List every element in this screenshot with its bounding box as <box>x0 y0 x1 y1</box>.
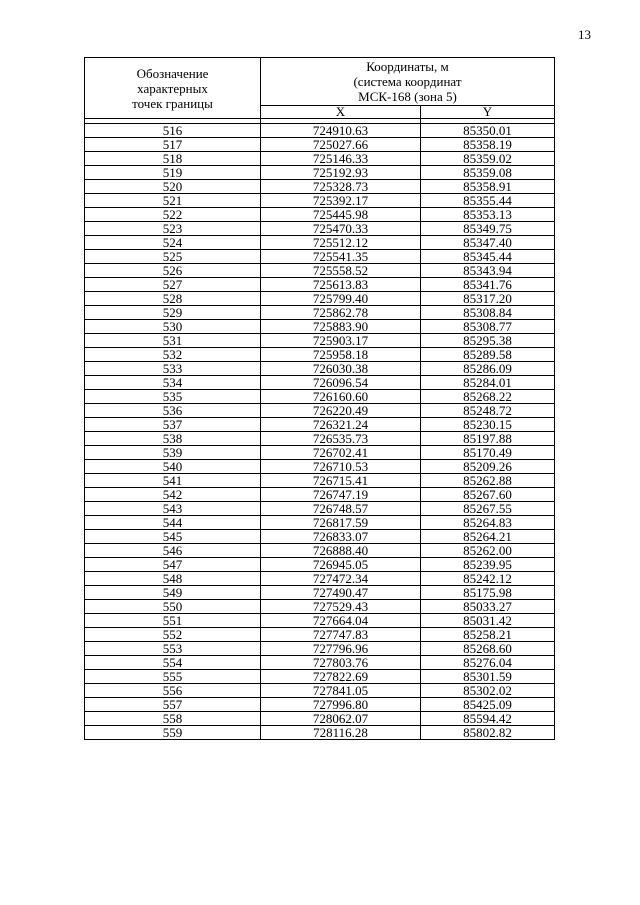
x-coordinate-cell: 725799.40 <box>261 292 421 306</box>
table-row <box>85 194 555 208</box>
header-point-line: точек границы <box>132 95 213 111</box>
table-row <box>85 712 555 726</box>
point-id-cell: 542 <box>85 488 261 502</box>
point-id-cell: 541 <box>85 474 261 488</box>
point-id-cell: 555 <box>85 670 261 684</box>
y-coordinate-cell: 85197.88 <box>421 432 555 446</box>
x-coordinate-cell: 725883.90 <box>261 320 421 334</box>
y-coordinate-cell: 85349.75 <box>421 222 555 236</box>
table-row <box>85 208 555 222</box>
table-row <box>85 292 555 306</box>
x-coordinate-cell: 726096.54 <box>261 376 421 390</box>
y-coordinate-cell: 85343.94 <box>421 264 555 278</box>
table-row <box>85 502 555 516</box>
y-coordinate-cell: 85358.19 <box>421 138 555 152</box>
x-coordinate-cell: 726220.49 <box>261 404 421 418</box>
table-row <box>85 124 555 138</box>
table-row <box>85 180 555 194</box>
point-id-cell: 543 <box>85 502 261 516</box>
point-id-cell: 534 <box>85 376 261 390</box>
x-coordinate-cell: 727490.47 <box>261 586 421 600</box>
x-coordinate-cell: 726888.40 <box>261 544 421 558</box>
y-coordinate-cell: 85302.02 <box>421 684 555 698</box>
y-coordinate-cell: 85170.49 <box>421 446 555 460</box>
y-coordinate-cell: 85284.01 <box>421 376 555 390</box>
point-id-cell: 554 <box>85 656 261 670</box>
y-coordinate-cell: 85289.58 <box>421 348 555 362</box>
x-coordinate-cell: 727822.69 <box>261 670 421 684</box>
x-coordinate-cell: 724910.63 <box>261 124 421 138</box>
table-row <box>85 642 555 656</box>
table-row <box>85 544 555 558</box>
header-x: X <box>261 106 421 119</box>
x-coordinate-cell: 727472.34 <box>261 572 421 586</box>
x-coordinate-cell: 725958.18 <box>261 348 421 362</box>
table-row <box>85 460 555 474</box>
x-coordinate-cell: 726715.41 <box>261 474 421 488</box>
table-row <box>85 446 555 460</box>
point-id-cell: 538 <box>85 432 261 446</box>
y-coordinate-cell: 85295.38 <box>421 334 555 348</box>
point-id-cell: 533 <box>85 362 261 376</box>
y-coordinate-cell: 85802.82 <box>421 726 555 740</box>
header-coordinates <box>261 58 555 106</box>
x-coordinate-cell: 728116.28 <box>261 726 421 740</box>
point-id-cell: 556 <box>85 684 261 698</box>
header-coords-line: (система координат <box>353 74 462 89</box>
point-id-cell: 548 <box>85 572 261 586</box>
x-coordinate-cell: 725445.98 <box>261 208 421 222</box>
y-coordinate-cell: 85347.40 <box>421 236 555 250</box>
x-coordinate-cell: 726833.07 <box>261 530 421 544</box>
point-id-cell: 547 <box>85 558 261 572</box>
y-coordinate-cell: 85594.42 <box>421 712 555 726</box>
page-number: 13 <box>578 27 591 42</box>
point-id-cell: 530 <box>85 320 261 334</box>
table-row <box>85 236 555 250</box>
point-id-cell: 525 <box>85 250 261 264</box>
y-coordinate-cell: 85308.77 <box>421 320 555 334</box>
y-coordinate-cell: 85359.02 <box>421 152 555 166</box>
table-row <box>85 390 555 404</box>
point-id-cell: 553 <box>85 642 261 656</box>
x-coordinate-cell: 725541.35 <box>261 250 421 264</box>
point-id-cell: 517 <box>85 138 261 152</box>
table-row <box>85 250 555 264</box>
y-coordinate-cell: 85317.20 <box>421 292 555 306</box>
table-row <box>85 152 555 166</box>
y-coordinate-cell: 85425.09 <box>421 698 555 712</box>
point-id-cell: 526 <box>85 264 261 278</box>
table-row <box>85 516 555 530</box>
point-id-cell: 518 <box>85 152 261 166</box>
y-coordinate-cell: 85033.27 <box>421 600 555 614</box>
y-coordinate-cell: 85267.55 <box>421 502 555 516</box>
point-id-cell: 540 <box>85 460 261 474</box>
table-row <box>85 684 555 698</box>
y-coordinate-cell: 85248.72 <box>421 404 555 418</box>
y-coordinate-cell: 85239.95 <box>421 558 555 572</box>
x-coordinate-cell: 726710.53 <box>261 460 421 474</box>
x-coordinate-cell: 725862.78 <box>261 306 421 320</box>
point-id-cell: 521 <box>85 194 261 208</box>
point-id-cell: 523 <box>85 222 261 236</box>
point-id-cell: 557 <box>85 698 261 712</box>
point-id-cell: 527 <box>85 278 261 292</box>
x-coordinate-cell: 727841.05 <box>261 684 421 698</box>
y-coordinate-cell: 85175.98 <box>421 586 555 600</box>
y-coordinate-cell: 85355.44 <box>421 194 555 208</box>
point-id-cell: 558 <box>85 712 261 726</box>
table-row <box>85 222 555 236</box>
table-row <box>85 264 555 278</box>
x-coordinate-cell: 726535.73 <box>261 432 421 446</box>
table-row <box>85 362 555 376</box>
table-row <box>85 320 555 334</box>
table-row <box>85 572 555 586</box>
x-coordinate-cell: 726748.57 <box>261 502 421 516</box>
y-coordinate-cell: 85267.60 <box>421 488 555 502</box>
y-coordinate-cell: 85276.04 <box>421 656 555 670</box>
table-row <box>85 348 555 362</box>
point-id-cell: 544 <box>85 516 261 530</box>
point-id-cell: 524 <box>85 236 261 250</box>
table-row <box>85 670 555 684</box>
point-id-cell: 551 <box>85 614 261 628</box>
point-id-cell: 535 <box>85 390 261 404</box>
x-coordinate-cell: 725392.17 <box>261 194 421 208</box>
y-coordinate-cell: 85341.76 <box>421 278 555 292</box>
y-coordinate-cell: 85359.08 <box>421 166 555 180</box>
point-id-cell: 536 <box>85 404 261 418</box>
table-row <box>85 726 555 740</box>
point-id-cell: 552 <box>85 628 261 642</box>
point-id-cell: 559 <box>85 726 261 740</box>
header-y: Y <box>421 106 555 119</box>
x-coordinate-cell: 725903.17 <box>261 334 421 348</box>
x-coordinate-cell: 727747.83 <box>261 628 421 642</box>
point-id-cell: 546 <box>85 544 261 558</box>
header-point-line: характерных <box>137 80 208 96</box>
point-id-cell: 545 <box>85 530 261 544</box>
point-id-cell: 529 <box>85 306 261 320</box>
table-row <box>85 376 555 390</box>
x-coordinate-cell: 725613.83 <box>261 278 421 292</box>
x-coordinate-cell: 726321.24 <box>261 418 421 432</box>
y-coordinate-cell: 85268.22 <box>421 390 555 404</box>
y-coordinate-cell: 85345.44 <box>421 250 555 264</box>
x-coordinate-cell: 725512.12 <box>261 236 421 250</box>
x-coordinate-cell: 726945.05 <box>261 558 421 572</box>
y-coordinate-cell: 85262.88 <box>421 474 555 488</box>
x-coordinate-cell: 726702.41 <box>261 446 421 460</box>
y-coordinate-cell: 85242.12 <box>421 572 555 586</box>
y-coordinate-cell: 85262.00 <box>421 544 555 558</box>
table-row <box>85 474 555 488</box>
x-coordinate-cell: 727796.96 <box>261 642 421 656</box>
table-row <box>85 614 555 628</box>
y-coordinate-cell: 85268.60 <box>421 642 555 656</box>
point-id-cell: 549 <box>85 586 261 600</box>
header-point-designation <box>85 58 261 119</box>
table-row <box>85 138 555 152</box>
table-row <box>85 558 555 572</box>
point-id-cell: 519 <box>85 166 261 180</box>
table-row <box>85 586 555 600</box>
table-row <box>85 306 555 320</box>
x-coordinate-cell: 726817.59 <box>261 516 421 530</box>
y-coordinate-cell: 85209.26 <box>421 460 555 474</box>
header-point-line: Обозначение <box>136 65 209 81</box>
coordinates-table <box>84 57 555 740</box>
y-coordinate-cell: 85358.91 <box>421 180 555 194</box>
table-row <box>85 698 555 712</box>
table-row <box>85 530 555 544</box>
x-coordinate-cell: 728062.07 <box>261 712 421 726</box>
table-row <box>85 404 555 418</box>
x-coordinate-cell: 727996.80 <box>261 698 421 712</box>
point-id-cell: 522 <box>85 208 261 222</box>
table-row <box>85 488 555 502</box>
y-coordinate-cell: 85264.83 <box>421 516 555 530</box>
x-coordinate-cell: 725470.33 <box>261 222 421 236</box>
table-row <box>85 656 555 670</box>
x-coordinate-cell: 725192.93 <box>261 166 421 180</box>
x-coordinate-cell: 726747.19 <box>261 488 421 502</box>
y-coordinate-cell: 85286.09 <box>421 362 555 376</box>
point-id-cell: 528 <box>85 292 261 306</box>
table-row <box>85 418 555 432</box>
table-row <box>85 278 555 292</box>
table-body <box>85 124 555 740</box>
point-id-cell: 516 <box>85 124 261 138</box>
y-coordinate-cell: 85353.13 <box>421 208 555 222</box>
table-row <box>85 600 555 614</box>
table-row <box>85 334 555 348</box>
y-coordinate-cell: 85258.21 <box>421 628 555 642</box>
y-coordinate-cell: 85301.59 <box>421 670 555 684</box>
point-id-cell: 520 <box>85 180 261 194</box>
y-coordinate-cell: 85031.42 <box>421 614 555 628</box>
x-coordinate-cell: 726160.60 <box>261 390 421 404</box>
table-row <box>85 628 555 642</box>
table-row <box>85 166 555 180</box>
x-coordinate-cell: 727803.76 <box>261 656 421 670</box>
y-coordinate-cell: 85230.15 <box>421 418 555 432</box>
x-coordinate-cell: 727664.04 <box>261 614 421 628</box>
point-id-cell: 539 <box>85 446 261 460</box>
x-coordinate-cell: 725328.73 <box>261 180 421 194</box>
y-coordinate-cell: 85350.01 <box>421 124 555 138</box>
x-coordinate-cell: 726030.38 <box>261 362 421 376</box>
x-coordinate-cell: 725558.52 <box>261 264 421 278</box>
point-id-cell: 532 <box>85 348 261 362</box>
y-coordinate-cell: 85264.21 <box>421 530 555 544</box>
x-coordinate-cell: 727529.43 <box>261 600 421 614</box>
point-id-cell: 537 <box>85 418 261 432</box>
header-coords-line: Координаты, м <box>366 59 449 74</box>
point-id-cell: 531 <box>85 334 261 348</box>
header-coords-line: МСК-168 (зона 5) <box>358 89 457 104</box>
x-coordinate-cell: 725027.66 <box>261 138 421 152</box>
y-coordinate-cell: 85308.84 <box>421 306 555 320</box>
table-row <box>85 432 555 446</box>
point-id-cell: 550 <box>85 600 261 614</box>
x-coordinate-cell: 725146.33 <box>261 152 421 166</box>
